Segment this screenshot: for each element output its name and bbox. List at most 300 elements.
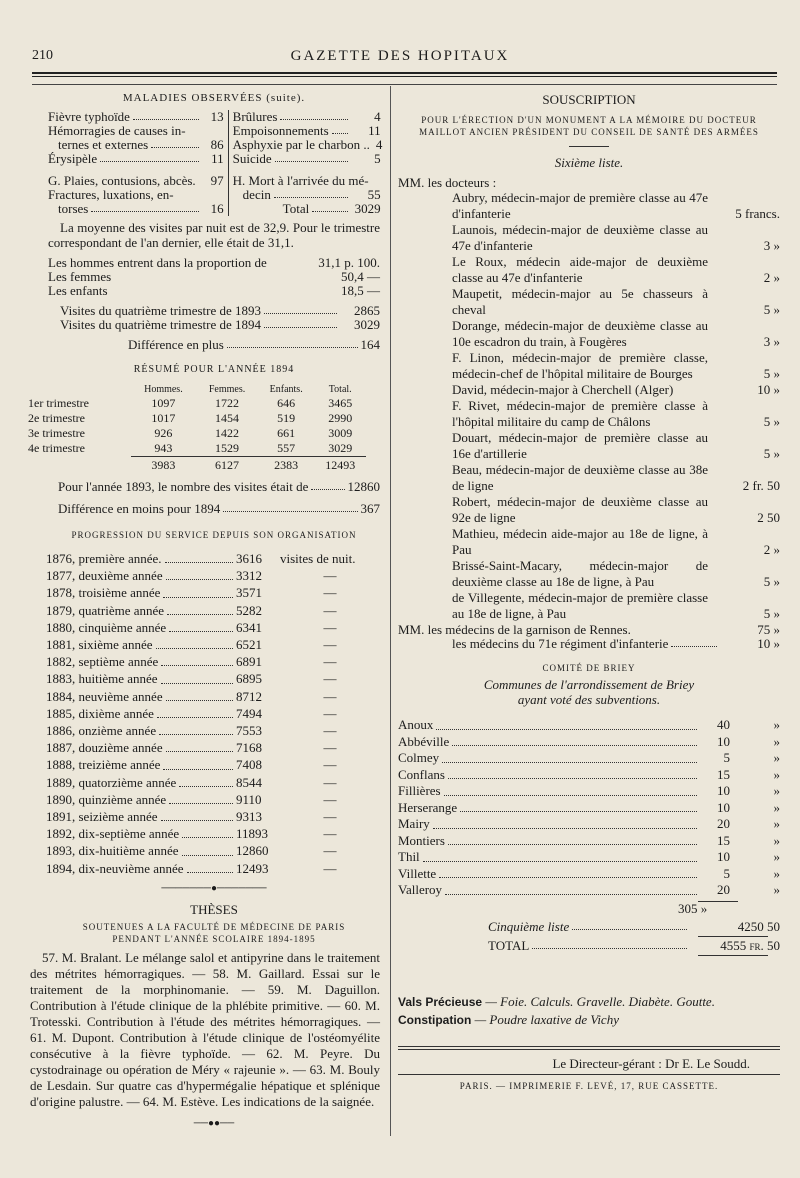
donor-row: [452, 382, 780, 398]
donor-amount: 5 »: [763, 366, 780, 381]
resume-total: 12493: [314, 457, 366, 475]
donor-row: [452, 590, 780, 622]
maladie-row-label: Fractures, luxations, en-: [48, 187, 174, 202]
progression-year: 1876, première année.: [46, 551, 162, 566]
commune-row: [398, 717, 780, 734]
resume-cell: 3e trimestre: [28, 426, 85, 440]
resume-header-row: [26, 383, 366, 396]
commune-name: Thil: [398, 849, 420, 864]
progression-row: [46, 636, 380, 653]
progression-value: 5282: [236, 602, 262, 618]
proportion-row-label: Les enfants: [48, 283, 108, 298]
diff1894-row: [58, 502, 380, 516]
maladie-row-value: [202, 188, 224, 202]
commune-amount: 10: [717, 783, 730, 798]
resume-row: [26, 396, 366, 411]
visites-row-label: Visites du quatrième trimestre de 1893: [60, 303, 262, 318]
total-row: [398, 939, 780, 953]
donor-amount: 3 »: [763, 334, 780, 349]
maladie-row: [48, 188, 224, 202]
souscription-title: SOUSCRIPTION: [542, 92, 636, 107]
progression-year: 1879, quatrième année: [46, 602, 165, 618]
comite-title: COMITÉ DE BRIEY: [542, 663, 636, 673]
progression-value: 6891: [236, 654, 262, 670]
donor-amount: 2 »: [763, 542, 780, 557]
donor-row: [452, 350, 780, 382]
donor-amount: 10 »: [757, 382, 780, 397]
progression-value: 7168: [236, 740, 262, 756]
commune-amount: 5: [723, 865, 730, 881]
maladie-row-value: 16: [210, 201, 224, 216]
theses-subtitle-2: PENDANT L'ANNÉE SCOLAIRE 1894-1895: [112, 933, 316, 944]
total-label: TOTAL: [488, 937, 530, 953]
ornament-divider: ───────●───────: [161, 882, 267, 894]
donor-text: Douart, médecin-major de première classe au 16e d'artillerie: [452, 430, 708, 461]
commune-row: [398, 849, 780, 866]
maladie-row: [233, 152, 381, 166]
progression-row: [46, 584, 380, 601]
commune-amount: 10: [717, 799, 730, 815]
progression-year: 1877, deuxième année: [46, 568, 163, 584]
mm-intro: MM. les docteurs :: [398, 175, 497, 190]
maladie-row: [48, 110, 224, 124]
maladie-row-value: 86: [210, 137, 224, 152]
resume-cell: 661: [277, 426, 296, 440]
progression-value: 9313: [236, 809, 262, 825]
ad-vals-text: — Foie. Calculs. Gravelle. Diabète. Goutte.: [485, 993, 715, 1009]
resume-row: [26, 426, 366, 441]
donor-amount: 5 »: [763, 574, 780, 589]
proportion-row-label: Les hommes entrent dans la proportion de: [48, 255, 267, 270]
resume-row: [26, 441, 366, 457]
resume-cell: 1722: [215, 396, 240, 410]
progression-year: 1884, neuvième année: [46, 688, 163, 704]
progression-year: 1882, septième année: [46, 654, 159, 670]
resume-header: Total.: [328, 384, 352, 395]
maladie-row: [48, 202, 224, 216]
commune-name: Herserange: [398, 799, 458, 815]
donor-text: de Villegente, médecin-major de première classe au 18e de ligne, à Pau: [452, 590, 708, 621]
progression-year: 1894, dix-neuvième année: [46, 860, 184, 876]
resume-cell: 4e trimestre: [28, 441, 85, 456]
maladie-row-label: Suicide: [232, 151, 272, 166]
maladie-row-value: [202, 124, 224, 138]
proportion-row-label: Les femmes: [48, 269, 112, 284]
commune-name: Anoux: [398, 717, 434, 732]
resume-total-row: [26, 457, 366, 475]
maladie-row-value: 3029: [354, 201, 381, 216]
maladie-row-value: 13: [210, 109, 224, 124]
resume-cell: 943: [154, 441, 173, 455]
commune-unit: »: [773, 783, 780, 798]
progression-value: 3571: [236, 585, 262, 601]
maladie-row: [233, 138, 381, 152]
donor-amount: 5 »: [763, 414, 780, 429]
maladie-row: [48, 124, 224, 138]
donor-amount: 5 »: [763, 302, 780, 317]
commune-amount: 15: [717, 832, 730, 848]
maladie-row-value: 97: [210, 173, 224, 188]
donor-row: [452, 494, 780, 526]
maladie-row-label: torses: [58, 201, 89, 216]
progression-unit: —: [323, 843, 337, 859]
commune-name: Abbéville: [398, 733, 450, 749]
maladie-row-value: 4: [375, 137, 383, 152]
progression-row: [46, 860, 380, 877]
maladie-row: [48, 174, 224, 188]
maladie-row-label: Empoisonnements: [232, 123, 329, 138]
mm2-row: [398, 622, 780, 637]
progression-year: 1885, dixième année: [46, 705, 154, 721]
donor-row: [452, 398, 780, 430]
directeur-gerant: Le Directeur-gérant : Dr E. Le Soudd.: [552, 1055, 750, 1071]
donor-text: F. Rivet, médecin-major de première classe à l'hôpital militaire du camp de Châlons: [452, 398, 708, 429]
visites-row-value: 3029: [354, 317, 380, 332]
maladie-row-value: [375, 174, 381, 188]
cinquieme-row: [398, 920, 780, 934]
resume-cell: 3465: [328, 396, 353, 410]
commune-name: Colmey: [398, 750, 440, 765]
donors-list: [452, 190, 780, 622]
progression-unit: —: [323, 637, 337, 653]
commune-unit: »: [773, 849, 780, 864]
maladie-row: [233, 188, 381, 202]
mm3-row: [452, 637, 780, 651]
donor-amount: 3 »: [763, 238, 780, 253]
proportion-row: [48, 256, 380, 270]
resume-total: 2383: [258, 457, 314, 475]
progression-unit: —: [323, 671, 337, 687]
maladies-title: MALADIES OBSERVÉES (suite).: [122, 92, 306, 104]
ad-vals: [398, 994, 780, 1010]
commune-row: [398, 882, 780, 899]
progression-value: 7408: [236, 757, 262, 773]
difference-value: 164: [360, 337, 380, 352]
maladies-left: [48, 110, 229, 216]
commune-amount: 15: [717, 766, 730, 782]
donor-text: Mathieu, médecin aide-major au 18e de ligne, à Pau: [452, 526, 708, 557]
donor-text: F. Linon, médecin-major de première classe, médecin-chef de l'hôpital militaire de Bourges: [452, 350, 708, 381]
donor-amount: 2 50: [757, 510, 780, 525]
resume-cell: 646: [277, 396, 296, 410]
progression-row: [46, 842, 380, 859]
progression-unit: —: [323, 602, 337, 618]
proportions: [48, 256, 380, 298]
resume-cell: 1er trimestre: [28, 396, 89, 410]
commune-amount: 5: [723, 750, 730, 765]
progression-value: 11893: [236, 826, 269, 842]
resume-cell: 3029: [328, 441, 353, 455]
progression-row: [46, 567, 380, 584]
page-number: 210: [32, 48, 53, 63]
donor-row: [452, 526, 780, 558]
progression-title: PROGRESSION DU SERVICE DEPUIS SON ORGANISATION: [71, 530, 357, 540]
proportion-row-value: 50,4 —: [341, 269, 380, 284]
progression-value: 12493: [236, 860, 269, 876]
progression-year: 1890, quinzième année: [46, 791, 167, 807]
progression-row: [46, 653, 380, 670]
progression-row: [46, 791, 380, 808]
proportion-row-value: 31,1 p. 100.: [318, 255, 380, 270]
progression-unit: —: [323, 774, 337, 790]
progression-row: [46, 550, 380, 567]
maladie-row-label: decin: [242, 187, 271, 202]
resume-table: [26, 383, 366, 474]
progression-year: 1887, douzième année: [46, 740, 163, 756]
commune-name: Montiers: [398, 832, 445, 848]
progression-row: [46, 756, 380, 773]
header-rule: [32, 72, 777, 74]
progression-row: [46, 739, 380, 756]
progression-value: 7494: [236, 705, 262, 721]
progression-value: 6895: [236, 671, 262, 687]
resume-cell: 1454: [215, 411, 240, 425]
progression-unit: —: [323, 791, 337, 807]
progression-row: [46, 722, 380, 739]
commune-row: [398, 750, 780, 767]
progression-unit: visites de nuit.: [280, 551, 356, 566]
donor-row: [452, 430, 780, 462]
proportion-row: [48, 284, 380, 298]
progression-year: 1886, onzième année: [46, 723, 157, 739]
donor-text: Dorange, médecin-major de deuxième classe au 10e escadron du train, à Fougères: [452, 318, 708, 349]
progression-value: 9110: [236, 791, 262, 807]
donor-text: Launois, médecin-major de deuxième classe au 47e d'infanterie: [452, 222, 708, 253]
commune-unit: »: [773, 717, 780, 732]
commune-unit: »: [773, 766, 780, 782]
proportion-row: [48, 270, 380, 284]
progression-value: 12860: [236, 843, 269, 859]
left-column: [28, 92, 383, 1129]
ornament-divider-2: ──●●──: [193, 1117, 235, 1129]
commune-amount: 10: [717, 849, 730, 864]
progression-row: [46, 688, 380, 705]
maladie-row-label: Hémorragies de causes in-: [48, 123, 186, 138]
commune-unit: »: [773, 799, 780, 815]
maladie-row: [233, 110, 381, 124]
difference-label: Différence en plus: [128, 337, 224, 352]
progression-value: 3616: [236, 551, 262, 566]
visites-row-label: Visites du quatrième trimestre de 1894: [60, 317, 262, 332]
maladie-row-value: 11: [368, 123, 381, 138]
theses-title: THÈSES: [190, 901, 238, 917]
resume-cell: 1097: [151, 396, 176, 410]
donor-row: [452, 462, 780, 494]
mm2-label: MM. les médecins de la garnison de Rennes.: [398, 622, 631, 637]
maladie-row-label: G. Plaies, contusions, abcès.: [48, 173, 196, 188]
resume-header: Hommes.: [144, 384, 183, 395]
commune-name: Fillières: [398, 783, 441, 798]
commune-amount: 20: [717, 882, 730, 897]
progression-value: 8712: [236, 688, 262, 704]
progression-year: 1891, seizième année: [46, 809, 158, 825]
commune-amount: 40: [717, 717, 730, 732]
annee1893-label: Pour l'année 1893, le nombre des visites était de: [58, 479, 309, 494]
resume-header: [26, 383, 131, 396]
commune-unit: »: [773, 816, 780, 831]
resume-cell: 557: [277, 441, 296, 455]
donor-row: [452, 286, 780, 318]
annee1893-value: 12860: [347, 479, 380, 494]
commune-row: [398, 783, 780, 800]
progression-value: 3312: [236, 568, 262, 584]
maladie-row-label: Asphyxie par le charbon ..: [232, 137, 370, 152]
donor-amount: 5 francs.: [735, 206, 780, 221]
maladie-row: [233, 124, 381, 138]
resume-header: Femmes.: [208, 384, 246, 395]
progression-row: [46, 705, 380, 722]
donor-text: Robert, médecin-major de deuxième classe au 92e de ligne: [452, 494, 708, 525]
progression-value: 6521: [236, 637, 262, 653]
progression-unit: —: [323, 705, 337, 721]
commune-name: Conflans: [398, 766, 445, 782]
diff1894-label: Différence en moins pour 1894: [58, 501, 221, 516]
maladie-row-label: Érysipèle: [48, 151, 98, 166]
maladie-row-label: H. Mort à l'arrivée du mé-: [232, 173, 369, 188]
diff1894-value: 367: [360, 501, 380, 516]
resume-row: [26, 411, 366, 426]
commune-name: Villette: [398, 865, 437, 881]
progression-year: 1892, dix-septième année: [46, 826, 180, 842]
maladie-row: [233, 174, 381, 188]
visites-row: [60, 318, 380, 332]
progression-year: 1881, sixième année: [46, 637, 153, 653]
progression-year: 1889, quatorzième année: [46, 774, 177, 790]
cinquieme-label: Cinquième liste: [488, 918, 570, 934]
progression-year: 1883, huitième année: [46, 671, 158, 687]
progression-unit: —: [323, 688, 337, 704]
resume-cell: 1017: [151, 411, 176, 425]
maladie-row-label: ternes et externes: [58, 137, 149, 152]
resume-cell: 2e trimestre: [28, 411, 85, 425]
maladie-row-value: 4: [374, 109, 381, 124]
donor-text: Maupetit, médecin-major au 5e chasseurs à cheval: [452, 286, 708, 317]
commune-unit: »: [773, 733, 780, 749]
difference-row: [128, 338, 380, 352]
maladies-right: [229, 110, 381, 216]
commune-row: [398, 767, 780, 784]
total-value: 4555 fr. 50: [720, 937, 780, 953]
progression-unit: —: [323, 619, 337, 635]
progression-year: 1888, treizième année: [46, 757, 161, 773]
maladie-row-value: 11: [211, 151, 224, 166]
cinquieme-value: 4250 50: [737, 918, 780, 934]
progression-unit: —: [323, 723, 337, 739]
header-rule: [32, 84, 777, 85]
donor-row: [452, 254, 780, 286]
progression-year: 1893, dix-huitième année: [46, 843, 179, 859]
resume-cell: 519: [277, 411, 296, 425]
maladie-row-label: Total: [282, 201, 310, 216]
progression-unit: —: [323, 809, 337, 825]
donor-row: [452, 190, 780, 222]
progression-unit: —: [323, 740, 337, 756]
visites-row-value: 2865: [354, 303, 380, 318]
liste-title: Sixième liste.: [554, 155, 624, 170]
donor-text: Brissé-Saint-Macary, médecin-major de deuxième classe au 18e de ligne, à Pau: [452, 558, 708, 589]
progression-value: 8544: [236, 774, 262, 790]
subtotal: 305 »: [678, 900, 708, 916]
maladie-row-label: Fièvre typhoïde: [48, 109, 130, 124]
maladie-row-label: Brûlures: [232, 109, 278, 124]
journal-title: GAZETTE DES HOPITAUX: [290, 48, 510, 64]
resume-title: RÉSUMÉ POUR L'ANNÉE 1894: [133, 364, 295, 375]
commune-amount: 20: [717, 816, 730, 831]
commune-name: Valleroy: [398, 882, 443, 897]
donor-amount: 2 fr. 50: [742, 478, 780, 493]
subtotal-row: [398, 902, 780, 916]
mm2-amount: 75 »: [757, 622, 780, 637]
commune-unit: »: [773, 865, 780, 881]
communes-title: Communes de l'arrondissement de Briey ayant voté des subventions.: [483, 677, 695, 707]
donor-row: [452, 222, 780, 254]
commune-name: Mairy: [398, 816, 430, 831]
resume-cell: 1529: [215, 441, 240, 455]
donor-amount: 2 »: [763, 270, 780, 285]
commune-amount: 10: [717, 733, 730, 749]
progression-row: [46, 825, 380, 842]
commune-unit: »: [773, 750, 780, 765]
progression-row: [46, 602, 380, 619]
commune-row: [398, 800, 780, 817]
commune-unit: »: [773, 832, 780, 848]
souscription-subtitle: POUR L'ÉRECTION D'UN MONUMENT A LA MÉMOIRE DU DOCTEUR MAILLOT ANCIEN PRÉSIDENT DU CONSEIL DE SANTÉ DES ARMÉES: [419, 115, 759, 137]
mm3-amount: 10 »: [757, 636, 780, 651]
ad-constipation: [398, 1012, 780, 1028]
progression-value: 7553: [236, 723, 262, 739]
proportion-row-value: 18,5 —: [341, 283, 380, 298]
donor-text: Aubry, médecin-major de première classe au 47e d'infanterie: [452, 190, 708, 221]
commune-row: [398, 866, 780, 883]
resume-cell: 926: [154, 426, 173, 440]
maladie-row-value: 5: [374, 151, 381, 166]
progression-unit: —: [323, 826, 337, 842]
donor-row: [452, 318, 780, 350]
visites: [48, 304, 380, 332]
theses-subtitle: SOUTENUES A LA FACULTÉ DE MÉDECINE DE PARIS: [82, 921, 346, 932]
resume-cell: 1422: [215, 426, 240, 440]
imprimerie: PARIS. — IMPRIMERIE F. LEVÉ, 17, RUE CASSETTE.: [459, 1080, 719, 1091]
progression-unit: —: [323, 568, 337, 584]
moyenne-text: La moyenne des visites par nuit est de 32,9. Pour le trimestre correspondant de l'an dernier, elle était de 31,1.: [48, 220, 380, 250]
resume-total: [26, 457, 131, 475]
visites-row: [60, 304, 380, 318]
progression-list: [46, 550, 380, 877]
theses-text: 57. M. Bralant. Le mélange salol et antipyrine dans le traitement des métrites hémorragiques. — 58. M. Gaillard. Essai sur le traitement de la morphinomanie. — 59. M. Daguillon. Contribution à l'étude clinique de la phlébite primitive. — 60. M. Trotesski. Contribution à l'étude des métrites hémorragiques. — 61. M. Dupont. Contribution à l'étude clinique de l'ostéomyélite consécutive à la fièvre typhoïde. — 62. M. Peyre. Du cystodrainage ou opération de Méry « rajeunie ». — 63. M. Bouly de Lesdain. Sur quatre cas d'hypermégalie hépatique et splénique d'origine palustre. — 64. M. Estève. Les indications de la saignée.: [30, 949, 380, 1109]
maladies-table: [48, 109, 383, 216]
maladie-row-value: 55: [367, 187, 381, 202]
mm3-label: les médecins du 71e régiment d'infanterie: [452, 636, 669, 651]
progression-unit: —: [323, 654, 337, 670]
annee1893-row: [58, 480, 380, 494]
resume-header: Enfants.: [269, 384, 303, 395]
progression-year: 1878, troisième année: [46, 585, 161, 601]
progression-row: [46, 670, 380, 687]
maladie-row: [233, 202, 381, 216]
ad-constipation-label: Constipation: [398, 1012, 472, 1027]
progression-unit: —: [323, 860, 337, 876]
right-column: [398, 92, 780, 1091]
progression-row: [46, 808, 380, 825]
commune-row: [398, 734, 780, 751]
maladie-row: [48, 152, 224, 166]
donor-text: Beau, médecin-major de deuxième classe au 38e de ligne: [452, 462, 708, 493]
donor-amount: 5 »: [763, 606, 780, 621]
resume-cell: 3009: [328, 426, 353, 440]
donor-text: David, médecin-major à Cherchell (Alger): [452, 382, 674, 397]
donor-row: [452, 558, 780, 590]
commune-row: [398, 833, 780, 850]
